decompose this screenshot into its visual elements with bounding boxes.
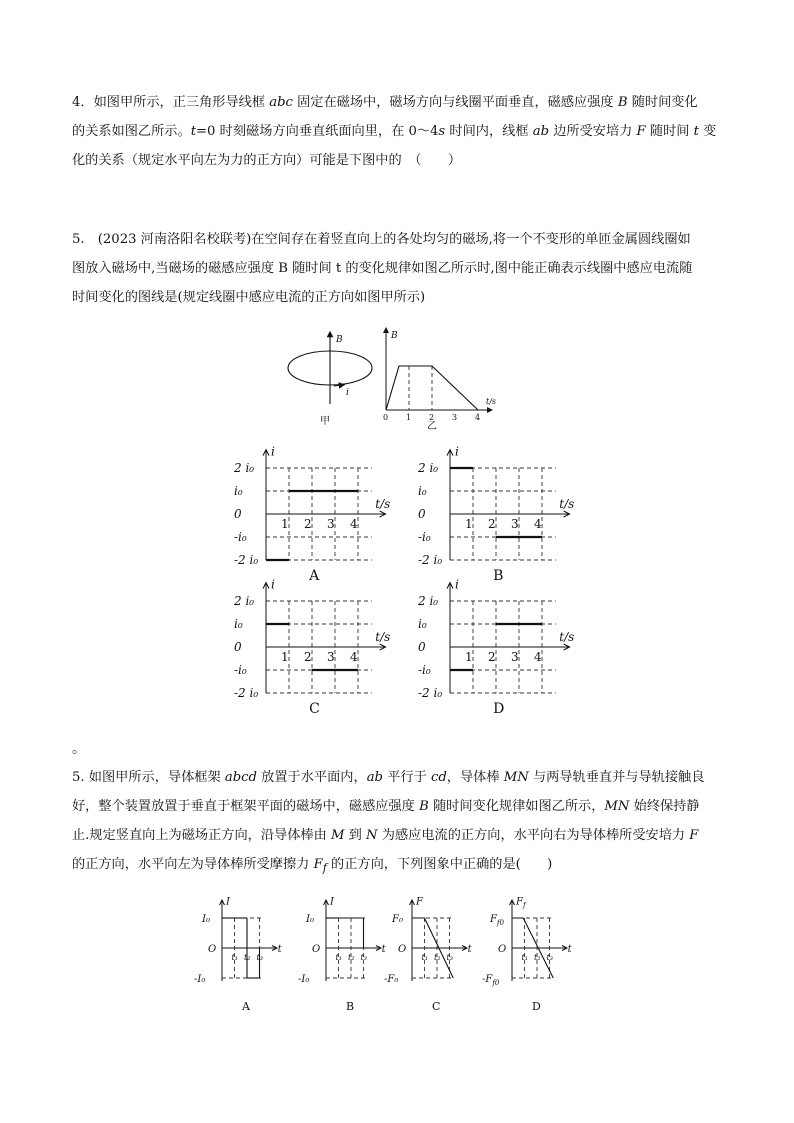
t1-label: t₁ (521, 953, 528, 962)
origin-label: O (208, 944, 217, 955)
option-label: A (309, 568, 320, 584)
t3-label: t₃ (256, 953, 263, 962)
yi-tick-2: 2 (429, 413, 435, 422)
x-axis-label: t/s (375, 630, 391, 644)
y-tick-label: i₀ (418, 484, 427, 498)
y-axis-label: i (271, 577, 275, 592)
y-axis-label: F (416, 896, 423, 908)
question-4 (72, 88, 732, 175)
i-t-graph-C (232, 577, 392, 725)
y-tick-label: 0 (234, 640, 242, 654)
top-sub: f0 (496, 919, 504, 927)
y-axis-label: i (455, 444, 459, 459)
i-t-graph-B (416, 444, 576, 592)
y-tick-label: 0 (418, 640, 426, 654)
y-axis-sub: f (522, 901, 526, 910)
option-label: A (242, 1000, 250, 1013)
yi-label: 乙 (427, 421, 437, 432)
option-label: D (493, 701, 505, 717)
x-tick-label: 4 (534, 650, 542, 664)
question-5b (72, 763, 732, 883)
t-axis-label: t (567, 944, 572, 955)
x-tick-label: 1 (281, 517, 289, 531)
y-tick-label: -2 i₀ (234, 686, 259, 700)
y-tick-label: -2 i₀ (418, 553, 443, 567)
q5a-line-1: 5. (2023 河南洛阳名校联考)在空间存在着竖直向上的各处均匀的磁场,将一个不变形的单匝金属圆线圈如 (72, 232, 691, 247)
y-tick-label: -2 i₀ (418, 686, 443, 700)
y-axis-label: I (330, 896, 334, 908)
t2-label: t₂ (244, 953, 251, 962)
t-axis-label: t (381, 944, 386, 955)
t-axis-label: t (277, 944, 282, 955)
figure-yi-b-t (378, 322, 508, 432)
yi-tick-3: 3 (452, 413, 458, 422)
graph-B (298, 896, 407, 1023)
top-value: I₀ (202, 914, 210, 925)
x-axis-label: t/s (375, 497, 391, 511)
y-tick-label: -i₀ (234, 530, 247, 544)
t1-label: t₁ (231, 953, 238, 962)
bottom-value: -I₀ (194, 974, 206, 985)
yi-tick-4: 4 (475, 413, 481, 422)
x-tick-label: 4 (350, 650, 358, 664)
y-tick-label: 2 i₀ (418, 594, 439, 608)
q5b-line-4: 的正方向，水平向左为导体棒所受摩擦力 $F_f$ 的正方向，下列图象中正确的是( ) (72, 857, 553, 875)
y-tick-label: 2 i₀ (418, 461, 439, 475)
i-t-graph-A (232, 444, 392, 592)
y-tick-label: i₀ (234, 484, 243, 498)
t2-label: t₂ (534, 953, 541, 962)
y-tick-label: 0 (234, 507, 242, 521)
x-tick-label: 1 (465, 517, 473, 531)
t1-label: t₁ (421, 953, 428, 962)
y-tick-label: 2 i₀ (234, 461, 255, 475)
x-tick-label: 3 (511, 650, 519, 664)
x-tick-label: 3 (511, 517, 519, 531)
q5a-line-2: 图放入磁场中,当磁场的磁感应强度 B 随时间 t 的变化规律如图乙所示时,图中能正确表示线圈中感应电流随 (72, 261, 693, 276)
graph-A (194, 896, 300, 1023)
q4-line-2: 的关系如图乙所示。t=0 时刻磁场方向垂直纸面向里，在 0～4s 时间内，线框 ab 边所受安培力 F 随时间 t 变 (72, 124, 717, 139)
stray-dot: 。 (72, 741, 86, 757)
graph-D (482, 896, 590, 1023)
graph-C (384, 896, 490, 1023)
x-tick-label: 2 (304, 650, 312, 664)
yi-b-label: B (391, 331, 398, 341)
q5a-line-3: 时间变化的图线是(规定线圈中感应电流的正方向如图甲所示) (72, 290, 426, 305)
x-tick-label: 2 (304, 517, 312, 531)
t2-label: t₂ (434, 953, 441, 962)
y-axis-label: I (226, 896, 230, 908)
y-axis-label: $F_f$ (516, 896, 526, 910)
x-tick-label: 1 (465, 650, 473, 664)
y-tick-label: i₀ (418, 617, 427, 631)
origin-label: O (498, 944, 507, 955)
t-axis-label: t (467, 944, 472, 955)
origin-label: O (398, 944, 407, 955)
x-tick-label: 1 (281, 650, 289, 664)
y-tick-label: -i₀ (418, 530, 431, 544)
q4-line-1: 4．如图甲所示，正三角形导线框 abc 固定在磁场中，磁场方向与线圈平面垂直，磁感应强度 B 随时间变化 (72, 95, 698, 110)
option-label: B (493, 568, 504, 584)
x-tick-label: 3 (327, 517, 335, 531)
figure-jia-coil (282, 322, 382, 432)
x-axis-label: t/s (559, 497, 575, 511)
y-axis-label: i (455, 577, 459, 592)
t3-label: t₃ (360, 953, 367, 962)
option-label: D (532, 1000, 541, 1013)
bottom-sub: f0 (492, 979, 500, 987)
y-tick-label: -2 i₀ (234, 553, 259, 567)
y-tick-label: -i₀ (234, 663, 247, 677)
bottom-value: -I₀ (298, 974, 310, 985)
option-label: C (432, 1000, 441, 1013)
q5b-line-1: 5. 如图甲所示，导体框架 abcd 放置于水平面内，ab 平行于 cd，导体棒 MN 与两导轨垂直并与导轨接触良 (72, 770, 705, 785)
top-value: $F_{f0}$ (490, 914, 504, 927)
top-value: I₀ (306, 914, 314, 925)
y-axis-label: i (271, 444, 275, 459)
t3-label: t₃ (546, 953, 553, 962)
bottom-value: $-F_{f0}$ (482, 974, 500, 987)
x-tick-label: 2 (488, 650, 496, 664)
y-tick-label: 0 (418, 507, 426, 521)
jia-i-label: i (346, 388, 349, 398)
q4-line-3: 化的关系（规定水平向左为力的正方向）可能是下图中的 （ ） (72, 153, 462, 168)
y-tick-label: -i₀ (418, 663, 431, 677)
origin-label: O (312, 944, 321, 955)
yi-tick-1: 1 (406, 413, 412, 422)
y-tick-label: 2 i₀ (234, 594, 255, 608)
yi-tick-0: 0 (383, 413, 389, 422)
x-tick-label: 2 (488, 517, 496, 531)
bottom-value: -F₀ (384, 974, 399, 985)
top-value: F₀ (392, 914, 403, 925)
y-tick-label: i₀ (234, 617, 243, 631)
x-tick-label: 3 (327, 650, 335, 664)
x-tick-label: 4 (534, 517, 542, 531)
q5b-line-3: 止.规定竖直向上为磁场正方向，沿导体棒由 M 到 N 为感应电流的正方向，水平向右为导体棒所受安培力 F (72, 828, 699, 843)
x-tick-label: 4 (350, 517, 358, 531)
t1-label: t₁ (335, 953, 342, 962)
jia-label: 甲 (320, 416, 330, 427)
option-label: B (346, 1000, 355, 1013)
yi-t-label: t/s (486, 397, 497, 406)
t3-label: t₃ (446, 953, 453, 962)
option-label: C (309, 701, 320, 717)
jia-b-label: B (336, 335, 343, 345)
x-axis-label: t/s (559, 630, 575, 644)
question-5a (72, 225, 732, 312)
i-t-graph-D (416, 577, 576, 725)
q5b-line-2: 好，整个装置放置于垂直于框架平面的磁场中，磁感应强度 B 随时间变化规律如图乙所示，MN 始终保持静 (72, 799, 700, 814)
t2-label: t₂ (348, 953, 355, 962)
